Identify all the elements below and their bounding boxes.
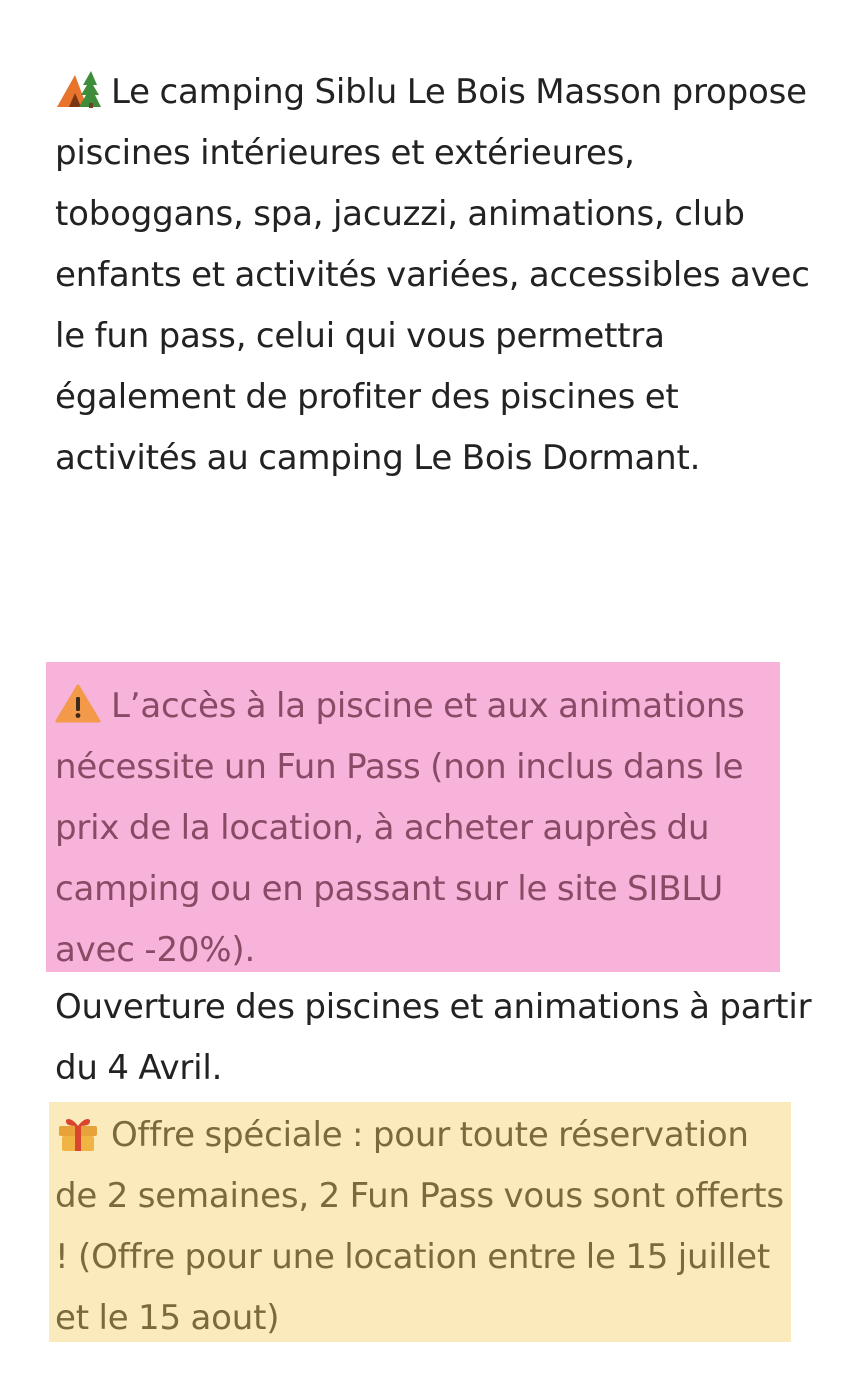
warning-paragraph xyxy=(55,676,780,981)
offer-text: Offre spéciale : pour toute réservation de 2 semaines, 2 Fun Pass vous sont offerts ! (Offre pour une location entre le 15 juillet et le 15 aout) xyxy=(55,1115,784,1338)
opening-paragraph xyxy=(55,977,815,1099)
offer-paragraph xyxy=(55,1105,795,1349)
warning-text: L’accès à la piscine et aux animations nécessite un Fun Pass (non inclus dans le prix de la location, à acheter auprès du camping ou en passant sur le site SIBLU avec -20%). xyxy=(55,686,745,970)
intro-text: Le camping Siblu Le Bois Masson propose piscines intérieures et extérieures, toboggans, spa, jacuzzi, animations, club enfants et activités variées, accessibles avec le fun pass, celui qui vous permettra également de profiter des piscines et activités au camping Le Bois Dormant. xyxy=(55,72,810,478)
intro-paragraph xyxy=(55,62,815,489)
camping-tent-icon xyxy=(55,69,101,109)
warning-icon xyxy=(55,683,101,723)
gift-icon xyxy=(55,1112,101,1152)
opening-text: Ouverture des piscines et animations à partir du 4 Avril. xyxy=(55,987,812,1088)
